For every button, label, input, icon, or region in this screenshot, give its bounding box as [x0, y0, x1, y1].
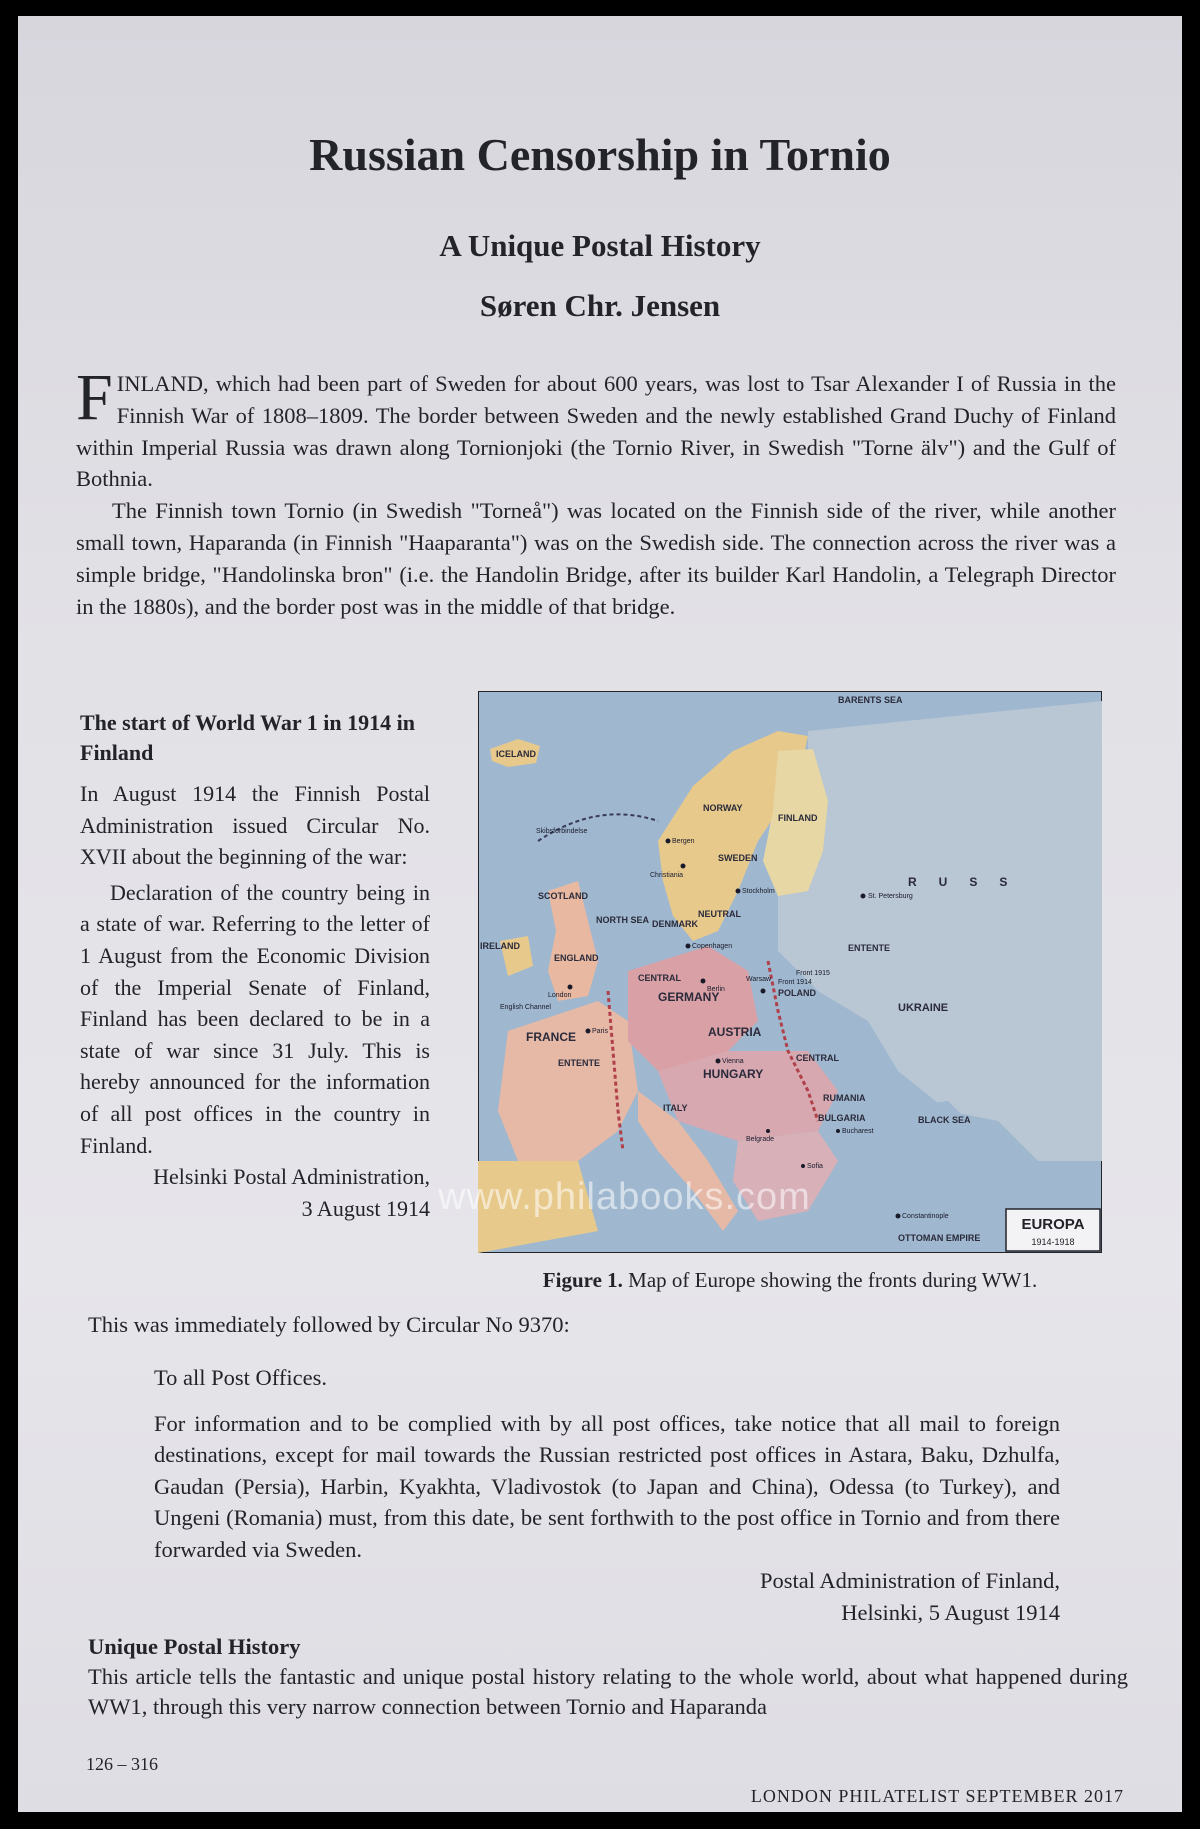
section-unique-postal-history — [88, 1632, 1128, 1722]
section-heading: The start of World War 1 in 1914 in Finland — [80, 710, 415, 765]
city-dot-copenhagen — [686, 944, 691, 949]
map-label-neutral: NEUTRAL — [698, 909, 741, 919]
map-label-ireland: IRELAND — [480, 941, 520, 951]
intro-paragraph-2: The Finnish town Tornio (in Swedish "Torneå") was located on the Finnish side of the river, while another small town, Haparanda (in Finnish "Haaparanta") was on the Swedish side. The connection across the river was a simple bridge, "Handolinska bron" (i.e. the Handolin Bridge, after its builder Karl Handolin, a Telegraph Director in the 1880s), and the border post was in the middle of that bridge. — [76, 498, 1116, 619]
map-label-scotland: SCOTLAND — [538, 891, 588, 901]
map-label-germany: GERMANY — [658, 990, 720, 1004]
running-footer: LONDON PHILATELIST SEPTEMBER 2017 — [750, 1786, 1124, 1806]
map-label-central-2: CENTRAL — [796, 1053, 839, 1063]
map-label-austria: AUSTRIA — [708, 1025, 762, 1039]
map-city-st-petersburg: St. Petersburg — [868, 893, 913, 900]
map-city-paris: Paris — [592, 1028, 608, 1035]
map-label-france: FRANCE — [526, 1030, 576, 1044]
city-dot-bergen — [666, 839, 671, 844]
page-number: 126 – 316 — [86, 1754, 158, 1774]
map-label-barents: BARENTS SEA — [838, 695, 903, 705]
map-label-hungary: HUNGARY — [703, 1067, 764, 1081]
map-label-front-1915: Front 1915 — [796, 970, 830, 977]
europe-ww1-map — [478, 691, 1102, 1253]
map-label-english-channel: English Channel — [500, 1004, 551, 1011]
map-label-north-sea: NORTH SEA — [596, 915, 650, 925]
map-city-berlin: Berlin — [707, 986, 725, 993]
map-label-black-sea: BLACK SEA — [918, 1115, 971, 1125]
magazine-page — [18, 16, 1182, 1812]
map-label-norway: NORWAY — [703, 803, 743, 813]
map-label-sweden: SWEDEN — [718, 853, 758, 863]
section-heading-2: Unique Postal History — [88, 1634, 301, 1659]
map-label-front-1914: Front 1914 — [778, 979, 812, 986]
circular-quote — [80, 877, 430, 1225]
map-city-sofia: Sofia — [807, 1163, 823, 1170]
map-label-central-1: CENTRAL — [638, 973, 681, 983]
circular-body: For information and to be complied with by all post offices, take notice that all mail to foreign destinations, except for mail towards the Russian restricted post offices in Astara, Baku, Dzhulfa, Gaudan (Persia), Harbin, Kyakhta, Vladivostok (to Japan and China), Odessa (to Turkey), and Ungeni (Romania) must, from this date, be sent forthwith to the post office in Tornio and from there forwarded via Sweden. — [154, 1410, 1060, 1562]
figure-caption-text: Map of Europe showing the fronts during WW1. — [622, 1268, 1038, 1292]
city-dot-stockholm — [736, 889, 741, 894]
map-city-bergen: Bergen — [672, 838, 695, 845]
follow-text: This was immediately followed by Circular No 9370: — [88, 1312, 570, 1337]
figure-caption-label: Figure 1. — [542, 1268, 623, 1292]
article-author: Søren Chr. Jensen — [479, 288, 721, 323]
watermark-text: www.philabooks.com — [438, 1176, 811, 1218]
map-city-bucharest: Bucharest — [842, 1128, 874, 1135]
map-label-denmark: DENMARK — [652, 919, 698, 929]
map-label-ottoman: OTTOMAN EMPIRE — [898, 1233, 981, 1243]
intro-text — [76, 361, 1116, 622]
map-city-stockholm: Stockholm — [742, 888, 775, 895]
map-city-christiania: Christiania — [650, 872, 684, 879]
map-city-vienna: Vienna — [722, 1058, 744, 1065]
city-dot-vienna — [716, 1059, 721, 1064]
map-label-bulgaria: BULGARIA — [818, 1113, 866, 1123]
city-dot-constantinople — [896, 1214, 901, 1219]
article-title: Russian Censorship in Tornio — [309, 129, 891, 180]
circular-address: To all Post Offices. — [154, 1365, 327, 1390]
circular-9370 — [154, 1362, 1060, 1628]
map-city-belgrade: Belgrade — [746, 1136, 775, 1143]
map-label-finland: FINLAND — [778, 813, 818, 823]
map-label-ship-route: Skibsforbindelse — [536, 828, 588, 835]
section-ww1-start — [80, 708, 430, 1224]
city-dot-belgrade — [766, 1129, 770, 1133]
map-label-iceland: ICELAND — [496, 749, 536, 759]
intro-paragraph-1-text: INLAND, which had been part of Sweden for about 600 years, was lost to Tsar Alexander I of Russia in the Finnish War of 1808–1809. The border between Sweden and the newly established Grand Duchy of Finland within Imperial Russia was drawn along Tornionjoki (the Tornio River, in Swedish "Torne älv") and the Gulf of Bothnia. — [76, 371, 1116, 492]
section-text: In August 1914 the Finnish Postal Administration issued Circular No. XVII about the beginning of the war: — [80, 781, 430, 870]
map-label-poland: POLAND — [778, 988, 816, 998]
map-label-italy: ITALY — [663, 1103, 688, 1113]
map-box-title: EUROPA — [1021, 1216, 1085, 1233]
intro-paragraph-1 — [76, 361, 1116, 495]
city-dot-bucharest — [836, 1129, 840, 1133]
map-city-constantinople: Constantinople — [902, 1213, 949, 1220]
map-label-entente-east: ENTENTE — [848, 943, 891, 953]
map-box-years: 1914-1918 — [1031, 1237, 1075, 1247]
city-dot-berlin — [701, 979, 706, 984]
city-dot-paris — [586, 1029, 591, 1034]
quote-signature-line-2: 3 August 1914 — [301, 1195, 430, 1221]
map-city-copenhagen: Copenhagen — [692, 943, 733, 950]
map-city-london: London — [548, 992, 572, 999]
city-dot-london — [568, 985, 573, 990]
map-label-russ: RUSS — [908, 875, 1030, 889]
city-dot-christiania — [681, 864, 686, 869]
circular-signature-line-2: Helsinki, 5 August 1914 — [841, 1599, 1060, 1625]
article-subtitle: A Unique Postal History — [439, 228, 761, 263]
quote-signature-line-1: Helsinki Postal Administration, — [153, 1164, 430, 1190]
figure-caption — [478, 1268, 1102, 1293]
section-text-2: This article tells the fantastic and unique postal history relating to the whole world, about what happened during WW1, through this very narrow connection between Tornio and Haparanda — [88, 1664, 1128, 1719]
map-label-ukraine: UKRAINE — [898, 1002, 949, 1014]
city-dot-warsaw — [761, 989, 766, 994]
map-label-entente-west: ENTENTE — [558, 1058, 601, 1068]
map-city-warsaw: Warsaw — [746, 976, 772, 983]
drop-cap: F — [76, 361, 113, 434]
city-dot-st-petersburg — [861, 894, 866, 899]
map-label-rumania: RUMANIA — [823, 1093, 866, 1103]
map-label-england: ENGLAND — [554, 953, 599, 963]
city-dot-sofia — [801, 1164, 805, 1168]
circular-signature-line-1: Postal Administration of Finland, — [759, 1568, 1060, 1593]
circular-quote-body: Declaration of the country being in a state of war. Referring to the letter of 1 August from the Economic Division of the Imperial Senate of Finland, Finland has been declared to be in a state of war since 31 July. This is hereby announced for the information of all post offices in the country in Finland. — [80, 879, 430, 1158]
